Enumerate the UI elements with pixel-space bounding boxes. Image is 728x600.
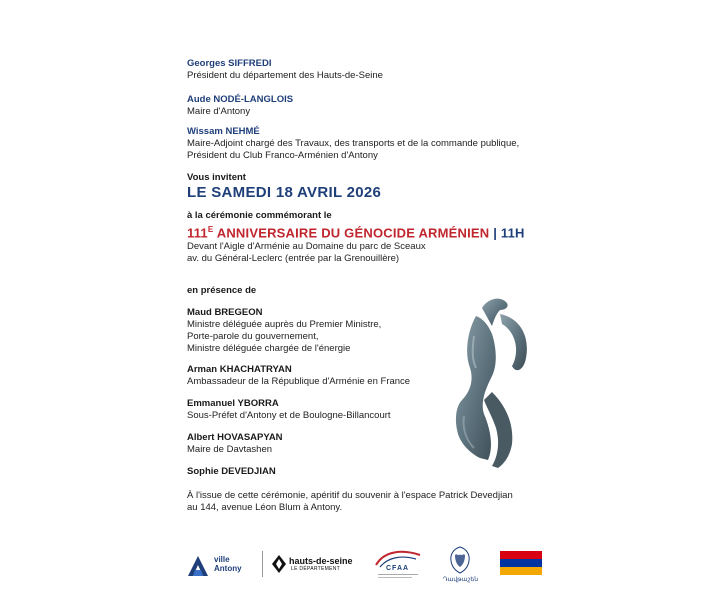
anniversary-text: ANNIVERSAIRE DU GÉNOCIDE ARMÉNIEN <box>216 225 490 241</box>
guest-3 <box>187 398 391 422</box>
closing-block <box>187 490 513 514</box>
armenian-flag-icon <box>500 551 542 575</box>
location-line: av. du Général-Leclerc (entrée par la Grenouillère) <box>187 253 400 265</box>
host-role: Maire-Adjoint chargé des Travaux, des transports et de la commande publique, <box>187 138 520 149</box>
antony-line1: ville <box>214 555 230 564</box>
invite-label: Vous invitent <box>187 172 246 183</box>
anniversary-sup: E <box>207 225 214 234</box>
eagle-sculpture-image <box>440 296 532 476</box>
hds-diamond-icon <box>272 555 286 573</box>
presence-label: en présence de <box>187 285 257 296</box>
anniversary-number: 111 <box>187 225 208 241</box>
guest-role: Maire de Davtashen <box>187 444 273 455</box>
host-3 <box>187 126 519 162</box>
guest-4 <box>187 432 283 456</box>
guest-5 <box>187 466 276 478</box>
guest-name: Albert HOVASAPYAN <box>187 432 283 443</box>
host-1 <box>187 58 383 82</box>
hds-line2: LE DÉPARTEMENT <box>291 566 341 572</box>
guest-role: Porte-parole du gouvernement, <box>187 331 319 342</box>
host-role: Président du Club Franco-Arménien d'Antony <box>187 150 378 161</box>
anniversary-time: | 11H <box>493 225 525 241</box>
ceremony-label: à la cérémonie commémorant le <box>187 210 332 221</box>
flag-orange-stripe <box>500 567 542 575</box>
invite-block <box>187 172 381 202</box>
hds-line1: hauts-de-seine <box>289 556 353 566</box>
host-name: Wissam NEHMÉ <box>187 126 260 137</box>
host-role: Maire d'Antony <box>187 106 251 117</box>
antony-a-icon <box>187 555 209 577</box>
ville-antony-logo <box>187 553 257 579</box>
guest-role: Ambassadeur de la République d'Arménie en France <box>187 376 411 387</box>
closing-line: au 144, avenue Léon Blum à Antony. <box>187 502 343 513</box>
host-role: Président du département des Hauts-de-Seine <box>187 70 383 81</box>
flag-blue-stripe <box>500 559 542 567</box>
cfaa-text: CFAA <box>386 565 410 572</box>
logo-divider <box>262 551 263 577</box>
guest-name: Sophie DEVEDJIAN <box>187 466 276 477</box>
hauts-de-seine-logo <box>272 553 354 579</box>
anniversary-title <box>187 222 525 241</box>
cfaa-subline <box>378 574 418 575</box>
antony-line2: Antony <box>214 564 242 573</box>
ceremony-block <box>187 210 525 265</box>
guest-2 <box>187 364 410 388</box>
location-line: Devant l'Aigle d'Arménie au Domaine du parc de Sceaux <box>187 241 426 253</box>
guest-name: Maud BREGEON <box>187 307 263 318</box>
guest-name: Arman KHACHATRYAN <box>187 364 292 375</box>
host-2 <box>187 94 293 118</box>
guest-1 <box>187 307 381 355</box>
guest-role: Ministre déléguée chargée de l'énergie <box>187 343 351 354</box>
davtashen-logo <box>440 545 480 585</box>
event-date: LE SAMEDI 18 AVRIL 2026 <box>187 184 382 201</box>
flag-red-stripe <box>500 551 542 559</box>
cfaa-subline <box>378 577 412 578</box>
host-name: Aude NODÉ-LANGLOIS <box>187 94 294 105</box>
guest-role: Ministre déléguée auprès du Premier Ministre, <box>187 319 382 330</box>
davtashen-text: Դավթաշեն <box>443 577 479 583</box>
closing-line: À l'issue de cette cérémonie, apéritif du souvenir à l'espace Patrick Devedjian <box>187 490 513 501</box>
host-name: Georges SIFFREDI <box>187 58 272 69</box>
partner-logos <box>0 545 728 585</box>
guest-name: Emmanuel YBORRA <box>187 398 279 409</box>
cfaa-logo <box>372 549 424 581</box>
guest-role: Sous-Préfet d'Antony et de Boulogne-Billancourt <box>187 410 391 421</box>
davtashen-crest-icon <box>445 545 475 575</box>
